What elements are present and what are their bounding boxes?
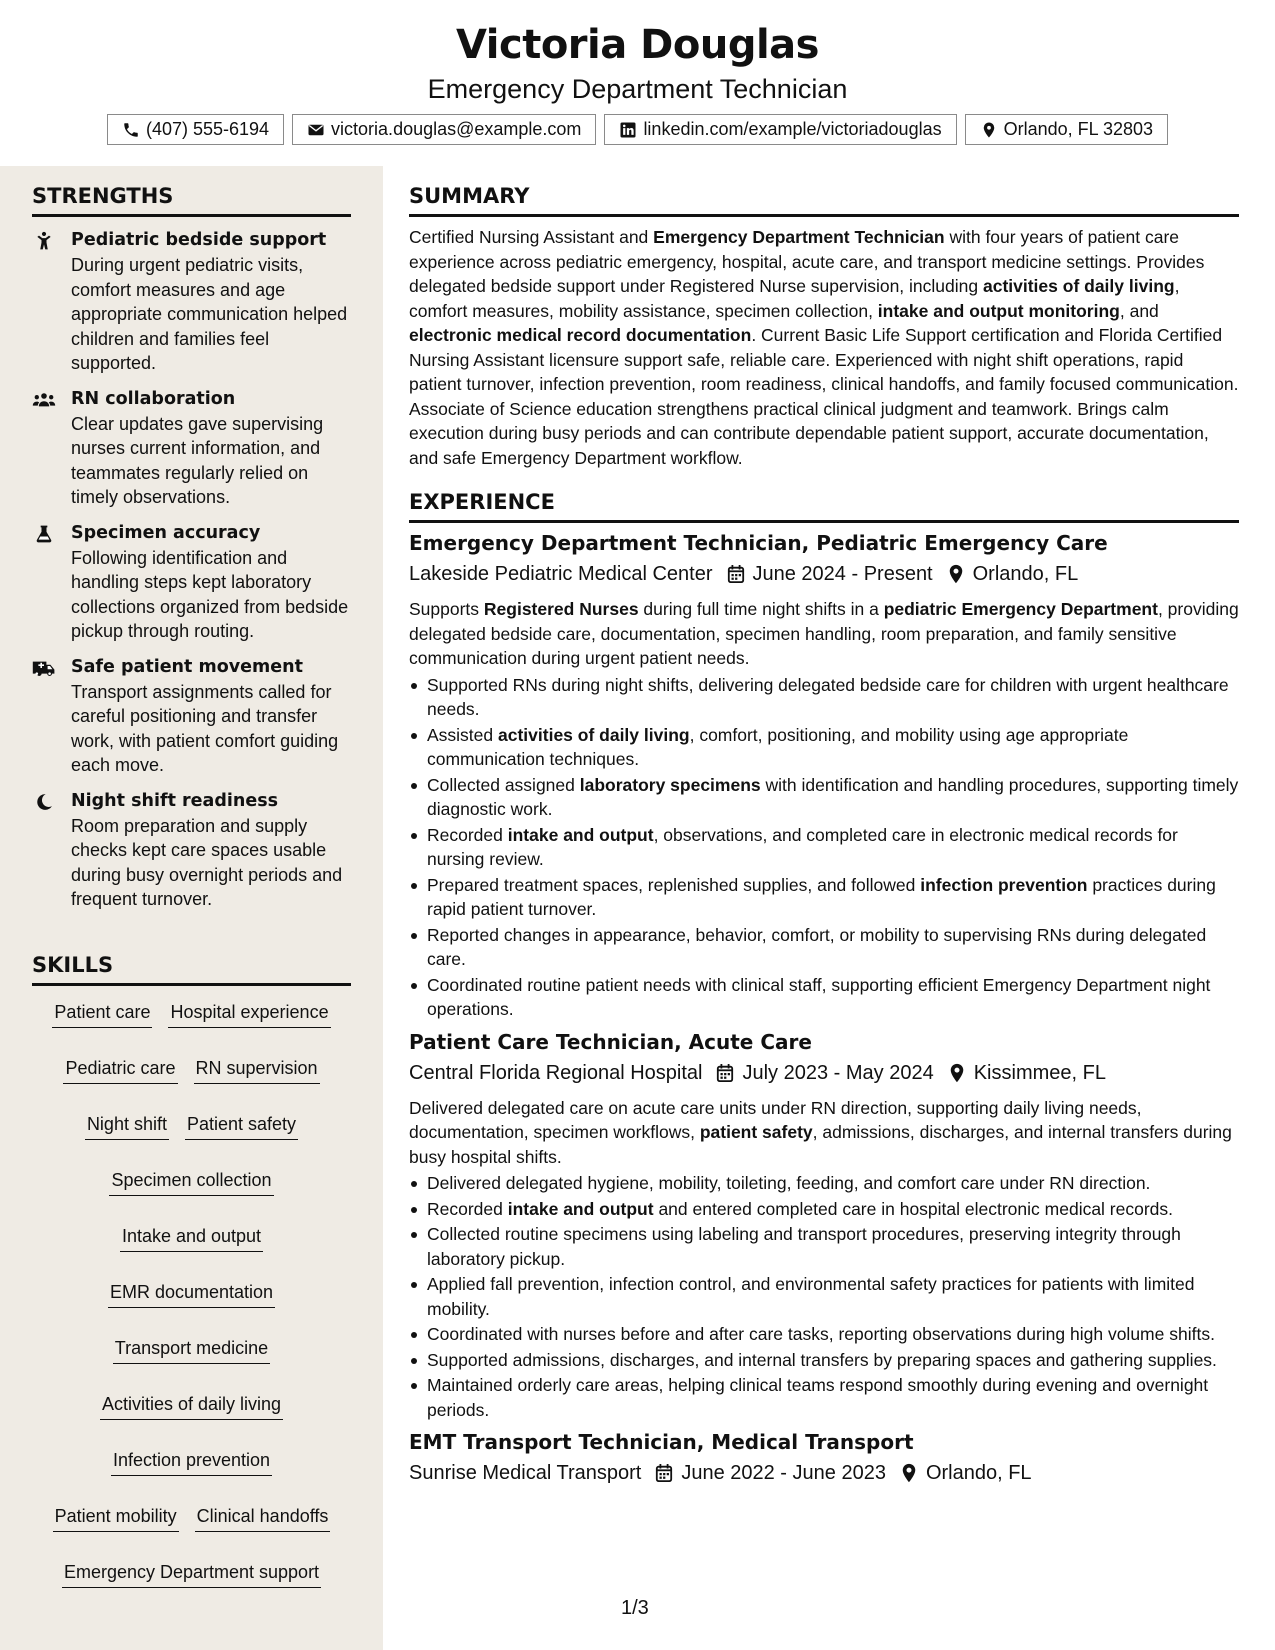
strengths-section bbox=[32, 184, 351, 912]
job-dates: July 2023 - May 2024 bbox=[742, 1061, 934, 1084]
job-bullet: Collected routine specimens using labeling and transport procedures, preserving integrity through laboratory pickup. bbox=[409, 1222, 1239, 1271]
job-bullet: Prepared treatment spaces, replenished supplies, and followed infection prevention practices during rapid patient turnover. bbox=[409, 873, 1239, 922]
resume-header bbox=[0, 0, 1275, 166]
skills-section bbox=[32, 953, 351, 1588]
skill-tag: Transport medicine bbox=[113, 1336, 270, 1364]
job-meta bbox=[409, 559, 1239, 589]
job-bullet: Delivered delegated hygiene, mobility, toileting, feeding, and comfort care under RN direction. bbox=[409, 1171, 1239, 1196]
skill-list bbox=[32, 1000, 351, 1588]
job-location: Orlando, FL bbox=[925, 1462, 1032, 1484]
job-employer: Sunrise Medical Transport bbox=[409, 1462, 642, 1484]
linkedin-icon bbox=[619, 121, 637, 139]
calendar-icon bbox=[655, 1463, 673, 1483]
strengths-heading: STRENGTHS bbox=[32, 184, 351, 217]
strength-item bbox=[32, 228, 351, 376]
job-dates: June 2022 - June 2023 bbox=[681, 1462, 886, 1484]
strength-item bbox=[32, 387, 351, 510]
job-bullet: Applied fall prevention, infection control, and environmental safety practices for patients with limited mobility. bbox=[409, 1272, 1239, 1321]
strength-title: Safe patient movement bbox=[71, 656, 303, 677]
job-title: Patient Care Technician, Acute Care bbox=[409, 1029, 812, 1054]
job-bullet: Reported changes in appearance, behavior, comfort, or mobility to supervising RNs during delegated care. bbox=[409, 923, 1239, 972]
skill-tag: Night shift bbox=[85, 1112, 169, 1140]
job-bullet: Coordinated with nurses before and after care tasks, reporting observations during high volume shifts. bbox=[409, 1322, 1239, 1347]
job-bullet: Collected assigned laboratory specimens with identification and handling procedures, supporting timely diagnostic work. bbox=[409, 773, 1239, 822]
skill-tag: Activities of daily living bbox=[100, 1392, 283, 1420]
linkedin-text: linkedin.com/example/victoriadouglas bbox=[643, 119, 942, 139]
map-pin-icon bbox=[980, 121, 998, 139]
skill-tag: RN supervision bbox=[194, 1056, 320, 1084]
job-entry bbox=[409, 1428, 1239, 1488]
location-text: Orlando, FL 32803 bbox=[1003, 119, 1154, 139]
strength-desc: During urgent pediatric visits, comfort measures and age appropriate communication helped children and families feel supported. bbox=[71, 255, 348, 373]
flask-icon bbox=[32, 524, 56, 544]
job-dates: June 2024 - Present bbox=[752, 563, 933, 585]
job-bullet: Recorded intake and output and entered completed care in hospital electronic medical records. bbox=[409, 1197, 1239, 1222]
candidate-title: Emergency Department Technician bbox=[427, 74, 848, 104]
contact-email[interactable] bbox=[292, 114, 596, 145]
skills-heading: SKILLS bbox=[32, 953, 351, 986]
contact-phone[interactable] bbox=[107, 114, 284, 145]
job-bullet: Recorded intake and output, observations, and completed care in electronic medical records for nursing review. bbox=[409, 823, 1239, 872]
skill-tag: Patient care bbox=[52, 1000, 152, 1028]
skill-tag: Patient mobility bbox=[53, 1504, 179, 1532]
job-title: EMT Transport Technician, Medical Transport bbox=[409, 1430, 914, 1454]
contact-linkedin[interactable] bbox=[604, 114, 956, 145]
job-location: Orlando, FL bbox=[972, 563, 1079, 585]
job-location: Kissimmee, FL bbox=[973, 1061, 1106, 1084]
strength-title: Pediatric bedside support bbox=[71, 230, 327, 250]
users-icon bbox=[32, 390, 56, 410]
strength-title: RN collaboration bbox=[71, 388, 236, 409]
job-bullets bbox=[409, 1171, 1239, 1422]
moon-icon bbox=[32, 792, 56, 812]
phone-text: (407) 555-6194 bbox=[145, 119, 270, 139]
contact-location bbox=[965, 114, 1168, 145]
strength-item bbox=[32, 655, 351, 778]
skill-tag: Patient safety bbox=[185, 1112, 298, 1140]
calendar-icon bbox=[727, 564, 745, 584]
phone-icon bbox=[122, 121, 140, 139]
job-entry bbox=[409, 1028, 1239, 1423]
skill-tag: Hospital experience bbox=[168, 1000, 330, 1028]
job-entry bbox=[409, 529, 1239, 1022]
skill-tag: Pediatric care bbox=[63, 1056, 177, 1084]
skill-tag: Clinical handoffs bbox=[195, 1504, 331, 1532]
map-pin-icon bbox=[948, 1063, 966, 1083]
job-meta bbox=[409, 1058, 1239, 1088]
calendar-icon bbox=[716, 1063, 734, 1083]
strength-item bbox=[32, 789, 351, 912]
job-bullet: Coordinated routine patient needs with clinical staff, supporting efficient Emergency Department night operations. bbox=[409, 973, 1239, 1022]
map-pin-icon bbox=[947, 564, 965, 584]
job-bullet: Assisted activities of daily living, comfort, positioning, and mobility using age appropriate communication techniques. bbox=[409, 723, 1239, 772]
job-bullet: Supported RNs during night shifts, delivering delegated bedside care for children with urgent healthcare needs. bbox=[409, 673, 1239, 722]
skill-tag: Infection prevention bbox=[111, 1448, 272, 1476]
main-column bbox=[383, 166, 1275, 1650]
strength-desc: Clear updates gave supervising nurses current information, and teammates regularly relied on timely observations. bbox=[71, 413, 324, 507]
job-meta bbox=[409, 1458, 1239, 1488]
job-bullet: Supported admissions, discharges, and internal transfers by preparing spaces and gathering supplies. bbox=[409, 1348, 1239, 1373]
strength-desc: Following identification and handling steps kept laboratory collections organized from bedside pickup through routing. bbox=[71, 547, 349, 641]
child-icon bbox=[32, 231, 56, 251]
strength-title: Specimen accuracy bbox=[71, 522, 261, 543]
experience-heading: EXPERIENCE bbox=[409, 490, 1239, 523]
job-employer: Central Florida Regional Hospital bbox=[409, 1061, 703, 1084]
candidate-name: Victoria Douglas bbox=[456, 22, 819, 68]
sidebar bbox=[0, 166, 383, 1650]
page-number: 1/3 bbox=[621, 1597, 649, 1619]
skill-tag: Specimen collection bbox=[109, 1168, 273, 1196]
strength-desc: Transport assignments called for careful positioning and transfer work, with patient comfort guiding each move. bbox=[71, 681, 339, 775]
ambulance-icon bbox=[32, 658, 56, 678]
summary-heading: SUMMARY bbox=[409, 184, 1239, 217]
job-employer: Lakeside Pediatric Medical Center bbox=[409, 563, 713, 585]
job-bullet: Maintained orderly care areas, helping clinical teams respond smoothly during evening and overnight periods. bbox=[409, 1373, 1239, 1422]
skill-tag: Emergency Department support bbox=[62, 1560, 321, 1588]
contact-bar bbox=[0, 114, 1275, 145]
skill-tag: Intake and output bbox=[120, 1224, 263, 1252]
job-title: Emergency Department Technician, Pediatric Emergency Care bbox=[409, 531, 1108, 555]
strength-item bbox=[32, 521, 351, 644]
job-bullets bbox=[409, 673, 1239, 1022]
job-description: Delivered delegated care on acute care units under RN direction, supporting daily living needs, documentation, specimen workflows, patient safety, admissions, discharges, and internal transfers during busy hospital shifts. bbox=[409, 1097, 1232, 1167]
job-description: Supports Registered Nurses during full time night shifts in a pediatric Emergency Department, providing delegated bedside care, documentation, specimen handling, room preparation, and family sensitive communication during urgent patient needs. bbox=[409, 599, 1239, 668]
strength-desc: Room preparation and supply checks kept care spaces usable during busy overnight periods and frequent turnover. bbox=[71, 815, 343, 909]
map-pin-icon bbox=[900, 1463, 918, 1483]
skill-tag: EMR documentation bbox=[108, 1280, 275, 1308]
envelope-icon bbox=[307, 121, 325, 139]
email-text: victoria.douglas@example.com bbox=[331, 119, 582, 139]
summary-text: Certified Nursing Assistant and Emergency Department Technician with four years of patient care experience across pediatric emergency, hospital, acute care, and transport medicine settings. Provides delegated bedside support under Registered Nurse supervision, including activities of daily living, comfort measures, mobility assistance, specimen collection, intake and output monitoring, and electronic medical record documentation. Current Basic Life Support certification and Florida Certified Nursing Assistant licensure support safe, reliable care. Experienced with night shift operations, rapid patient turnover, infection prevention, room readiness, clinical handoffs, and family focused communication. Associate of Science education strengthens practical clinical judgment and teamwork. Brings calm execution during busy periods and can contribute dependable patient support, accurate documentation, and safe Emergency Department workflow. bbox=[409, 227, 1239, 468]
strength-title: Night shift readiness bbox=[71, 790, 279, 811]
